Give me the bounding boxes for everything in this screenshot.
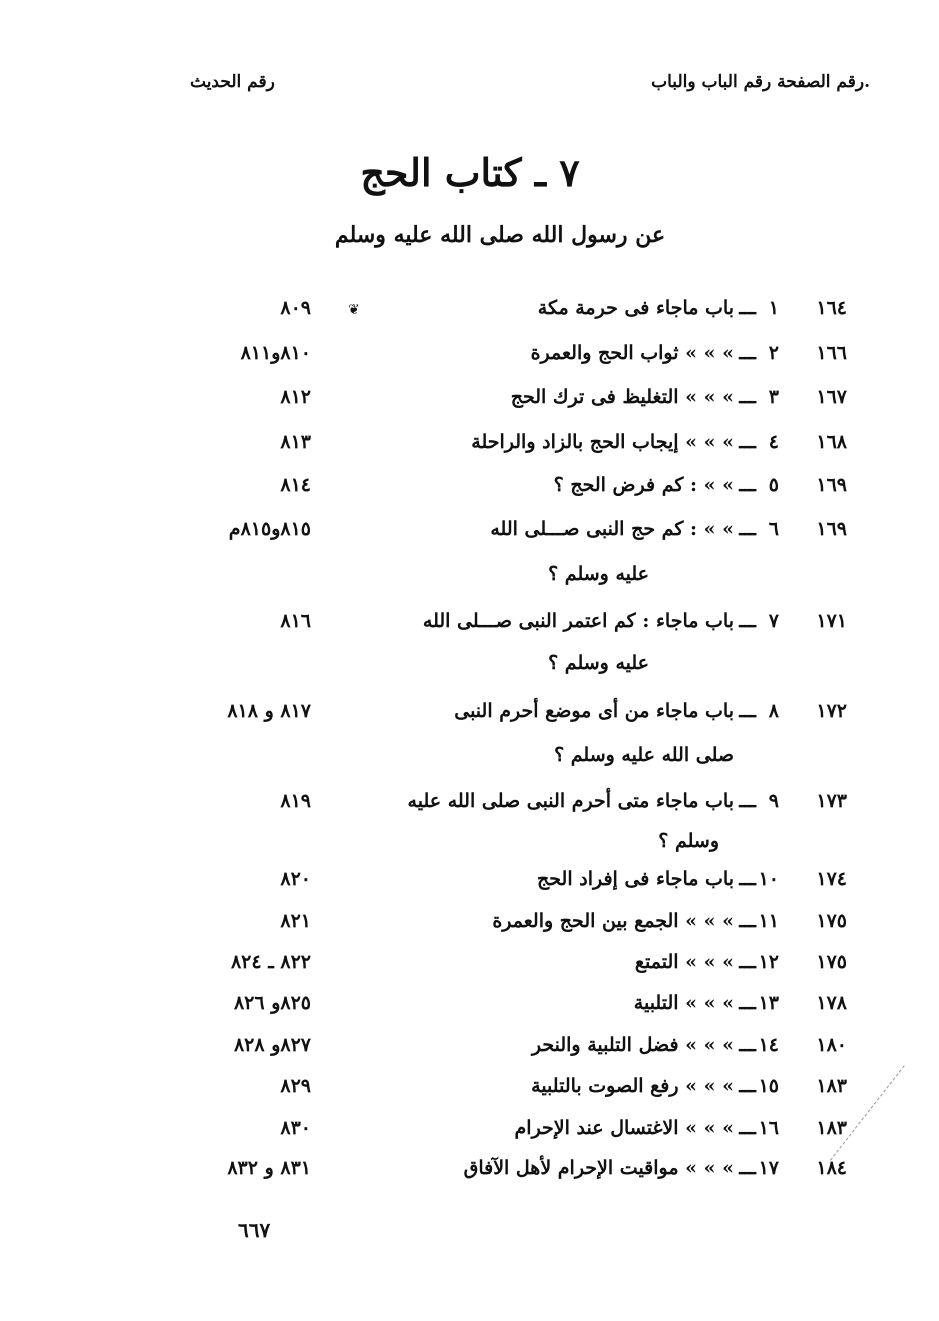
chapter-number-cell: ٦	[768, 518, 779, 540]
dash-separator: ـــ	[739, 1117, 756, 1139]
page-number: ٦٦٧	[238, 1218, 271, 1242]
chapter-number-cell: ٩	[768, 790, 779, 812]
table-row	[0, 431, 939, 461]
page-ref-cell: ١٧٨	[816, 992, 847, 1014]
page-ref-cell: ١٧٥	[816, 951, 847, 973]
chapter-number-cell: ١١	[758, 910, 779, 932]
ornament-mark: ❦	[348, 302, 360, 318]
page-ref-cell: ١٨٣	[816, 1117, 847, 1139]
table-row	[0, 297, 939, 327]
chapter-subtitle: عن رسول الله صلى الله عليه وسلم	[334, 222, 666, 248]
chapter-number-cell: ١٧	[758, 1157, 779, 1179]
chapter-title-cell: باب ماجاء من أى موضع أحرم النبى	[454, 700, 734, 722]
dash-separator: ـــ	[739, 297, 756, 319]
chapter-title-cell: » » » التغليظ فى ترك الحج	[510, 386, 734, 408]
page-ref-cell: ١٦٦	[816, 342, 847, 364]
hadith-number-cell: ٨١٠و٨١١	[240, 342, 311, 364]
dash-separator: ـــ	[739, 992, 756, 1014]
table-row	[0, 386, 939, 416]
chapter-number-cell: ٤	[768, 431, 779, 453]
chapter-title-cell: » » » ثواب الحج والعمرة	[530, 342, 734, 364]
dash-separator: ـــ	[739, 610, 756, 632]
table-row	[0, 910, 939, 940]
chapter-title-cell: » » » التلبية	[633, 992, 734, 1014]
hadith-number-cell: ٨١٩	[280, 790, 311, 812]
table-row	[0, 1117, 939, 1147]
page-ref-cell: ١٧٣	[816, 790, 847, 812]
page-ref-cell: ١٧١	[816, 610, 847, 632]
page-ref-cell: ١٦٤	[816, 297, 847, 319]
header-columns-label: .رقم الصفحة رقم الباب والباب	[651, 72, 870, 92]
table-row	[0, 610, 939, 640]
chapter-title-cell: » » » رفع الصوت بالتلبية	[531, 1075, 734, 1097]
chapter-number-cell: ٨	[768, 700, 779, 722]
dash-separator: ـــ	[739, 342, 756, 364]
dash-separator: ـــ	[739, 910, 756, 932]
page-ref-cell: ١٧٥	[816, 910, 847, 932]
hadith-number-cell: ٨٢٢ ـ ٨٢٤	[230, 951, 311, 973]
chapter-number-cell: ٢	[768, 342, 779, 364]
hadith-number-cell: ٨٢٠	[280, 868, 311, 890]
chapter-title-continuation: عليه وسلم ؟	[548, 563, 649, 585]
hadith-number-cell: ٨١٤	[280, 474, 311, 496]
dash-separator: ـــ	[739, 951, 756, 973]
chapter-title-cell: » » : كم فرض الحج ؟	[553, 474, 734, 496]
page-ref-cell: ١٨٠	[816, 1034, 847, 1056]
chapter-title-continuation: صلى الله عليه وسلم ؟	[554, 744, 734, 766]
chapter-number-cell: ١٤	[758, 1034, 779, 1056]
table-row	[0, 700, 939, 730]
hadith-number-cell: ٨٠٩	[280, 297, 311, 319]
hadith-number-cell: ٨١٢	[280, 386, 311, 408]
chapter-title-cell: » » » فضل التلبية والنحر	[531, 1034, 734, 1056]
page-ref-cell: ١٨٣	[816, 1075, 847, 1097]
hadith-number-cell: ٨١٦	[280, 610, 311, 632]
page-ref-cell: ١٦٩	[816, 518, 847, 540]
table-row	[0, 951, 939, 981]
page-ref-cell: ١٨٤	[816, 1157, 847, 1179]
table-row	[0, 518, 939, 548]
table-row	[0, 342, 939, 372]
dash-separator: ـــ	[739, 1034, 756, 1056]
chapter-number-cell: ١٣	[758, 992, 779, 1014]
page-ref-cell: ١٦٨	[816, 431, 847, 453]
page-ref-cell: ١٦٧	[816, 386, 847, 408]
table-row	[0, 992, 939, 1022]
dash-separator: ـــ	[739, 868, 756, 890]
dash-separator: ـــ	[739, 474, 756, 496]
table-row	[0, 790, 939, 820]
dash-separator: ـــ	[739, 790, 756, 812]
chapter-title: ٧ ـ كتاب الحج	[360, 150, 580, 195]
chapter-title-cell: باب ماجاء : كم اعتمر النبى صـــلى الله	[422, 610, 734, 632]
chapter-number-cell: ٣	[768, 386, 779, 408]
table-row	[0, 474, 939, 504]
hadith-number-cell: ٨٣١ و ٨٣٢	[227, 1157, 311, 1179]
hadith-number-cell: ٨٢١	[280, 910, 311, 932]
dash-separator: ـــ	[739, 700, 756, 722]
hadith-number-cell: ٨٢٧و ٨٢٨	[233, 1034, 311, 1056]
page-ref-cell: ١٧٤	[816, 868, 847, 890]
chapter-number-cell: ٧	[768, 610, 779, 632]
chapter-title-continuation: عليه وسلم ؟	[548, 652, 649, 674]
dash-separator: ـــ	[739, 386, 756, 408]
hadith-number-cell: ٨١٧ و ٨١٨	[227, 700, 311, 722]
page-ref-cell: ١٦٩	[816, 474, 847, 496]
chapter-title-cell: » » » مواقيت الإحرام لأهل الآفاق	[463, 1157, 734, 1179]
hadith-number-cell: ٨١٥و٨١٥م	[228, 518, 311, 540]
chapter-title-cell: » » : كم حج النبى صـــلى الله	[490, 518, 734, 540]
chapter-title-continuation: وسلم ؟	[658, 830, 719, 852]
chapter-title-cell: » » » إيجاب الحج بالزاد والراحلة	[471, 431, 734, 453]
table-row	[0, 1075, 939, 1105]
page-ref-cell: ١٧٢	[816, 700, 847, 722]
chapter-number-cell: ١٦	[758, 1117, 779, 1139]
table-row	[0, 868, 939, 898]
chapter-number-cell: ١٠	[758, 868, 779, 890]
chapter-title-cell: باب ماجاء متى أحرم النبى صلى الله عليه	[407, 790, 734, 812]
table-row	[0, 1157, 939, 1187]
chapter-number-cell: ١	[768, 297, 779, 319]
hadith-number-cell: ٨١٣	[280, 431, 311, 453]
hadith-number-cell: ٨٢٥و ٨٢٦	[233, 992, 311, 1014]
chapter-number-cell: ١٥	[758, 1075, 779, 1097]
dash-separator: ـــ	[739, 1157, 756, 1179]
chapter-title-cell: » » » التمتع	[634, 951, 734, 973]
chapter-title-cell: باب ماجاء فى حرمة مكة	[537, 297, 734, 319]
chapter-title-cell: باب ماجاء فى إفراد الحج	[537, 868, 734, 890]
header-hadith-number-label: رقم الحديث	[190, 72, 275, 92]
chapter-title-cell: » » » الاغتسال عند الإحرام	[514, 1117, 734, 1139]
hadith-number-cell: ٨٢٩	[280, 1075, 311, 1097]
hadith-number-cell: ٨٣٠	[280, 1117, 311, 1139]
chapter-number-cell: ٥	[768, 474, 779, 496]
dash-separator: ـــ	[739, 518, 756, 540]
dash-separator: ـــ	[739, 1075, 756, 1097]
table-row	[0, 1034, 939, 1064]
chapter-number-cell: ١٢	[758, 951, 779, 973]
chapter-title-cell: » » » الجمع بين الحج والعمرة	[492, 910, 734, 932]
dash-separator: ـــ	[739, 431, 756, 453]
